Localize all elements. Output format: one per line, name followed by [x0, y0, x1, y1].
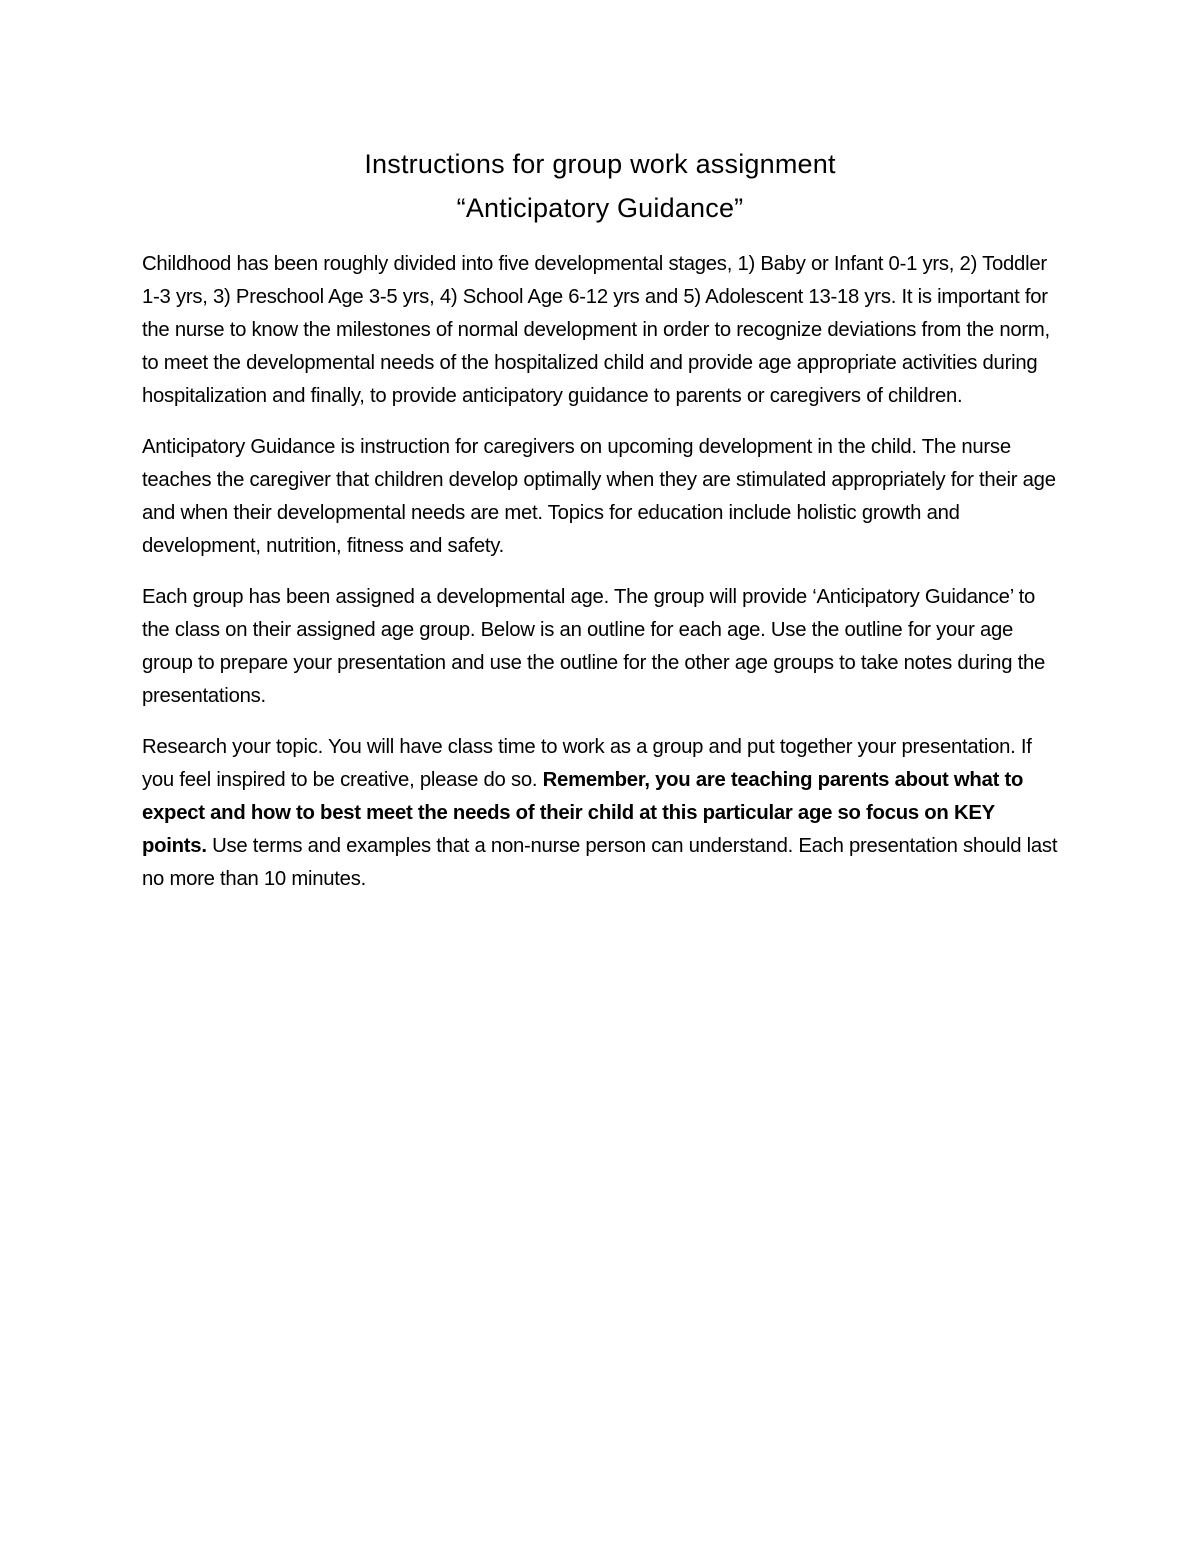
paragraph-developmental-stages: Childhood has been roughly divided into five developmental stages, 1) Baby or Infant 0-1 yrs, 2) Toddler 1-3 yrs, 3) Preschool Age 3-5 yrs, 4) School Age 6-12 yrs and 5) Adolescent 13-18 yrs. It is important for the nurse to know the milestones of normal development in order to recognize deviations from the norm, to meet the developmental needs of the hospitalized child and provide age appropriate activities during hospitalization and finally, to provide anticipatory guidance to parents or caregivers of children. [142, 253, 1050, 407]
research-text-start: Research your topic. You will have class time to work as a group and put together your presentation. If you feel inspired to be creative, please do so. [142, 736, 1032, 791]
paragraph-research-instructions [142, 731, 1062, 896]
document-body [142, 248, 1062, 914]
title-line-2: “Anticipatory Guidance” [456, 193, 744, 223]
document-title [0, 142, 1200, 230]
paragraph-group-assignment: Each group has been assigned a developmental age. The group will provide ‘Anticipatory Guidance’ to the class on their assigned age group. Below is an outline for each age. Use the outline for your age group to prepare your presentation and use the outline for the other age groups to take notes during the presentations. [142, 586, 1046, 707]
paragraph-anticipatory-guidance: Anticipatory Guidance is instruction for caregivers on upcoming development in the child. The nurse teaches the caregiver that children develop optimally when they are stimulated appropriately for their age and when their developmental needs are met. Topics for education include holistic growth and development, nutrition, fitness and safety. [142, 436, 1056, 557]
research-text-end: Use terms and examples that a non-nurse person can understand. Each presentation should last no more than 10 minutes. [142, 835, 1058, 890]
research-text-emphasis: Remember, you are teaching parents about what to expect and how to best meet the needs of their child at this particular age so focus on KEY points. [142, 769, 1024, 857]
title-line-1: Instructions for group work assignment [364, 149, 836, 179]
